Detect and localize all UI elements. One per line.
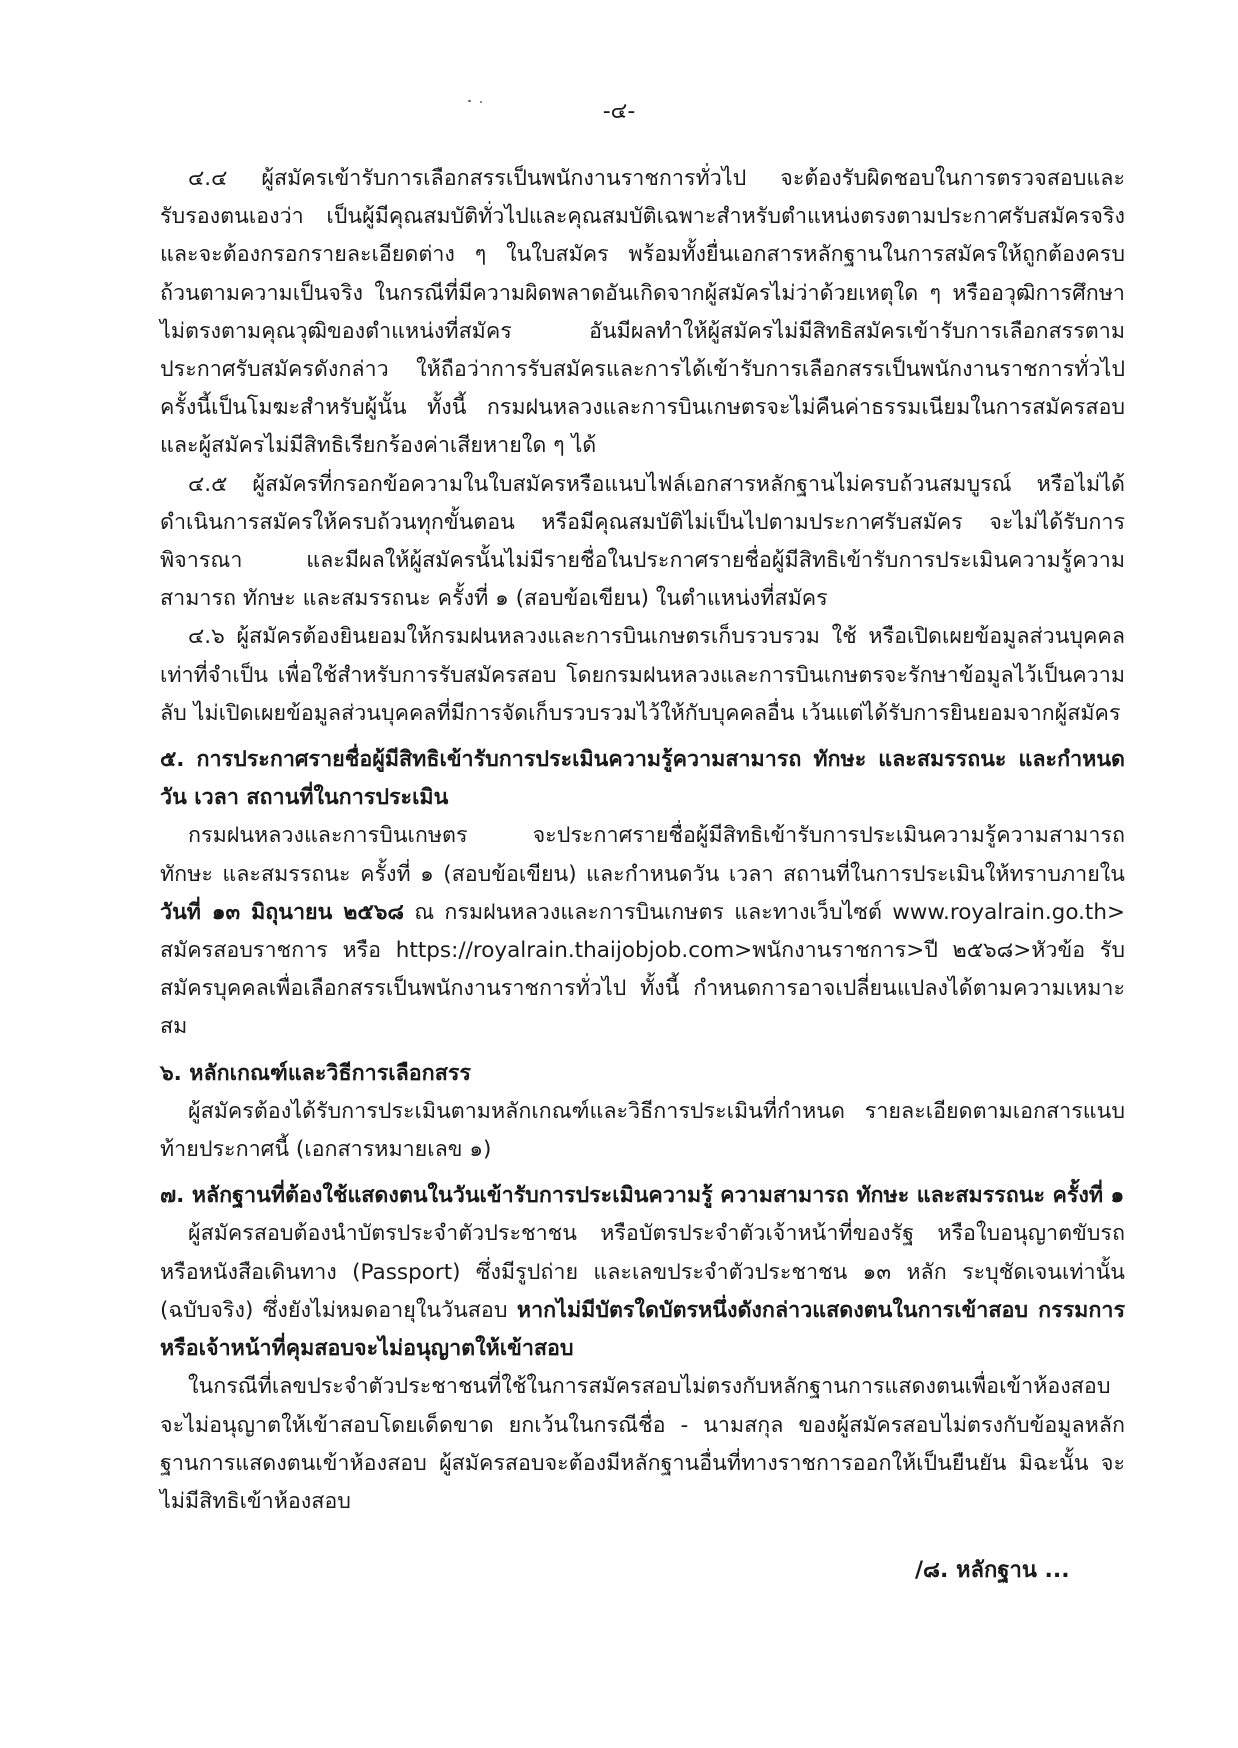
paragraph-5-text: กรมฝนหลวงและการบินเกษตร จะประกาศรายชื่อผู้มีสิทธิเข้ารับการประเมินความรู้ความสามารถ ทักษะ และสมรรถนะ ครั้งที่ ๑ (สอบข้อเขียน) และกำหนดวัน เวลา สถานที่ในการประเมินให้ทราบภายใน [160, 823, 1125, 887]
paragraph-7-warning: หากไม่มีบัตรใดบัตรหนึ่งดังกล่าวแสดงตนในการเข้าสอบ กรรมการหรือเจ้าหน้าที่คุมสอบจะไม่อนุญาตให้เข้าสอบ [160, 1297, 1125, 1362]
paragraph-7-exception: ในกรณีที่เลขประจำตัวประชาชนที่ใช้ในการสมัครสอบไม่ตรงกับหลักฐานการแสดงตนเพื่อเข้าห้องสอบ จะไม่อนุญาตให้เข้าสอบโดยเด็ดขาด ยกเว้นในกรณีชื่อ - นามสกุล ของผู้สมัครสอบไม่ตรงกับข้อมูลหลักฐานการแสดงตนเข้าห้องสอบ ผู้สมัครสอบจะต้องมีหลักฐานอื่นที่ทางราชการออกให้เป็นยืนยัน มิฉะนั้น จะไม่มีสิทธิเข้าห้องสอบ [160, 1374, 1125, 1514]
announcement-date: วันที่ ๑๓ มิถุนายน ๒๕๖๘ [160, 899, 404, 925]
paragraph-4-4: ๔.๔ ผู้สมัครเข้ารับการเลือกสรรเป็นพนักงานราชการทั่วไป จะต้องรับผิดชอบในการตรวจสอบและรับรองตนเองว่า เป็นผู้มีคุณสมบัติทั่วไปและคุณสมบัติเฉพาะสำหรับตำแหน่งตรงตามประกาศรับสมัครจริง และจะต้องกรอกรายละเอียดต่าง ๆ ในใบสมัคร พร้อมทั้งยื่นเอกสารหลักฐานในการสมัครให้ถูกต้องครบถ้วนตามความเป็นจริง ในกรณีที่มีความผิดพลาดอันเกิดจากผู้สมัครไม่ว่าด้วยเหตุใด ๆ หรืออวุฒิการศึกษาไม่ตรงตามคุณวุฒิของตำแหน่งที่สมัคร อันมีผลทำให้ผู้สมัครไม่มีสิทธิสมัครเข้ารับการเลือกสรรตามประกาศรับสมัครดังกล่าว ให้ถือว่าการรับสมัครและการได้เข้ารับการเลือกสรรเป็นพนักงานราชการทั่วไปครั้งนี้เป็นโมฆะสำหรับผู้นั้น ทั้งนี้ กรมฝนหลวงและการบินเกษตรจะไม่คืนค่าธรรมเนียมในการสมัครสอบ และผู้สมัครไม่มีสิทธิเรียกร้องค่าเสียหายใด ๆ ได้ [160, 166, 1125, 459]
document-body [160, 160, 1125, 1521]
paragraph-4-6: ๔.๖ ผู้สมัครต้องยินยอมให้กรมฝนหลวงและการบินเกษตรเก็บรวบรวม ใช้ หรือเปิดเผยข้อมูลส่วนบุคคลเท่าที่จำเป็น เพื่อใช้สำหรับการรับสมัครสอบ โดยกรมฝนหลวงและการบินเกษตรจะรักษาข้อมูลไว้เป็นความลับ ไม่เปิดเผยข้อมูลส่วนบุคคลที่มีการจัดเก็บรวบรวมไว้ให้กับบุคคลอื่น เว้นแต่ได้รับการยินยอมจากผู้สมัคร [160, 624, 1125, 726]
heading-section-6: ๖. หลักเกณฑ์และวิธีการเลือกสรร [160, 1060, 471, 1086]
page-number: -๔- [602, 99, 636, 124]
paragraph-4-5: ๔.๕ ผู้สมัครที่กรอกข้อความในใบสมัครหรือแนบไฟล์เอกสารหลักฐานไม่ครบถ้วนสมบูรณ์ หรือไม่ได้ดำเนินการสมัครให้ครบถ้วนทุกขั้นตอน หรือมีคุณสมบัติไม่เป็นไปตามประกาศรับสมัคร จะไม่ได้รับการพิจารณา และมีผลให้ผู้สมัครนั้นไม่มีรายชื่อในประกาศรายชื่อผู้มีสิทธิเข้ารับการประเมินความรู้ความสามารถ ทักษะ และสมรรถนะ ครั้งที่ ๑ (สอบข้อเขียน) ในตำแหน่งที่สมัคร [160, 471, 1125, 612]
heading-section-5: ๕. การประกาศรายชื่อผู้มีสิทธิเข้ารับการประเมินความรู้ความสามารถ ทักษะ และสมรรถนะ และกำหนดวัน เวลา สถานที่ในการประเมิน [160, 747, 1125, 811]
continuation-marker: /๘. หลักฐาน ... [915, 1558, 1070, 1583]
paragraph-5 [160, 817, 1125, 1046]
paragraph-7 [160, 1215, 1125, 1368]
paragraph-5-text-rest: ณ กรมฝนหลวงและการบินเกษตร และทางเว็บไซต์ www.royalrain.go.th> สมัครสอบราชการ หรือ https://royalrain.thaijobjob.com>พนักงานราชการ>ปี ๒๕๖๘>หัวข้อ รับสมัครบุคคลเพื่อเลือกสรรเป็นพนักงานราชการทั่วไป ทั้งนี้ กำหนดการอาจเปลี่ยนแปลงได้ตามความเหมาะสม [160, 899, 1125, 1040]
paragraph-6: ผู้สมัครต้องได้รับการประเมินตามหลักเกณฑ์และวิธีการประเมินที่กำหนด รายละเอียดตามเอกสารแนบท้ายประกาศนี้ (เอกสารหมายเลข ๑) [160, 1098, 1125, 1163]
paragraph-7-text: ผู้สมัครสอบต้องนำบัตรประจำตัวประชาชน หรือบัตรประจำตัวเจ้าหน้าที่ของรัฐ หรือใบอนุญาตขับรถหรือหนังสือเดินทาง (Passport) ซึ่งมีรูปถ่าย และเลขประจำตัวประชาชน ๑๓ หลัก ระบุชัดเจนเท่านั้น (ฉบับจริง) ซึ่งยังไม่หมดอายุในวันสอบ [160, 1221, 1125, 1323]
heading-section-7: ๗. หลักฐานที่ต้องใช้แสดงตนในวันเข้ารับการประเมินความรู้ ความสามารถ ทักษะ และสมรรถนะ ครั้งที่ ๑ [160, 1183, 1125, 1209]
